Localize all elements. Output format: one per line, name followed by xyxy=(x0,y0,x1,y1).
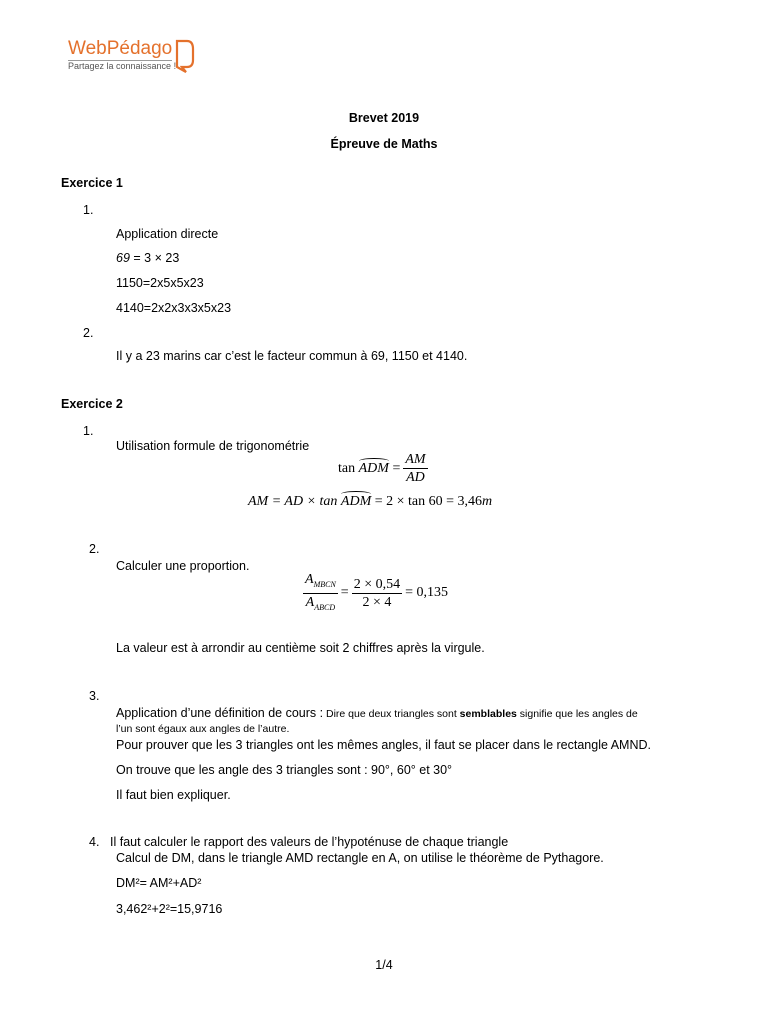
ex2-q4-line2: Calcul de DM, dans le triangle AMD rectangle en A, on utilise le théorème de Pythagore. xyxy=(116,851,604,865)
fraction-denominator: AD xyxy=(406,470,425,485)
exercise-1-title: Exercice 1 xyxy=(61,176,123,190)
ex2-q1-formula-2 xyxy=(248,494,492,510)
logo-name: WebPédago xyxy=(68,38,173,59)
ex2-q1-heading: Utilisation formule de trigonométrie xyxy=(116,439,310,453)
page-title: Brevet 2019 xyxy=(348,111,420,125)
ex1-q2-number: 2. xyxy=(83,326,94,340)
ex1-q1-line3: 4140=2x2x3x3x5x23 xyxy=(116,301,232,315)
page-number: 1/4 xyxy=(375,958,393,972)
definition-keyword: semblables xyxy=(459,708,517,720)
area-ratio-numerator: $A_{MBCN}$ xyxy=(303,572,338,594)
formula-2-part-b: = 2 × tan 60 = 3,46 xyxy=(374,494,483,509)
ex2-q3-number: 3. xyxy=(89,689,100,703)
ex2-q3-definition-line2: l’un sont égaux aux angles de l’autre. xyxy=(116,723,290,735)
exercise-2-title: Exercice 2 xyxy=(61,397,123,411)
angle-adm-2: ADM xyxy=(340,494,372,509)
ex2-q3-line4: On trouve que les angle des 3 triangles sont : 90°, 60° et 30° xyxy=(116,763,453,777)
value-denominator: 2 × 4 xyxy=(362,594,392,610)
ex1-q1-line2: 1150=2x5x5x23 xyxy=(116,276,204,290)
logo xyxy=(68,38,176,71)
logo-tagline: Partagez la connaissance ! xyxy=(68,61,177,71)
value-numerator: 2 × 0,54 xyxy=(353,576,401,592)
ex2-q3-definition xyxy=(116,706,638,720)
page-subtitle: Épreuve de Maths xyxy=(330,137,438,151)
ex1-q1-heading: Application directe xyxy=(116,227,219,241)
equals-sign: = xyxy=(392,460,401,476)
angle-adm: ADM xyxy=(358,460,389,476)
ex1-q1-line1-lhs: 69 xyxy=(116,251,130,265)
ex1-q1-number: 1. xyxy=(83,203,94,217)
fraction-numerator: AM xyxy=(405,452,426,467)
formula-2-unit: m xyxy=(482,494,493,509)
definition-text-b: signifie que les angles de xyxy=(516,708,638,720)
ex2-q4-heading: Il faut calculer le rapport des valeurs de l’hypoténuse de chaque triangle xyxy=(110,835,509,849)
definition-text-a: Dire que deux triangles sont xyxy=(323,708,460,720)
ex2-q3-line5: Il faut bien expliquer. xyxy=(116,788,231,802)
ex2-q1-formula-1 xyxy=(338,452,431,485)
ex2-q3-heading: Application d’une définition de cours : xyxy=(116,706,324,720)
ex2-q2-heading: Calculer une proportion. xyxy=(116,559,250,573)
area-ratio-denominator: $A_{ABCD}$ xyxy=(305,594,336,612)
ex1-q1-line1-rhs: = 3 × 23 xyxy=(133,251,180,265)
ex2-q2-number: 2. xyxy=(89,542,100,556)
ex2-q4-number: 4. xyxy=(89,835,100,849)
value-fraction xyxy=(352,577,402,610)
ex2-q4-line4: 3,462²+2²=15,9716 xyxy=(116,902,223,916)
ex2-q1-number: 1. xyxy=(83,424,94,438)
ex2-q4-line3: DM²= AM²+AD² xyxy=(116,876,202,890)
area-ratio-fraction xyxy=(303,572,338,615)
tan-label: tan xyxy=(338,460,356,476)
formula-2-part-a: AM = AD × tan xyxy=(248,494,338,509)
ex1-q1-line1 xyxy=(116,251,179,265)
fraction-am-ad xyxy=(403,452,427,485)
ratio-result: = 0,135 xyxy=(405,585,449,601)
ex2-q2-note: La valeur est à arrondir au centième soit 2 chiffres après la virgule. xyxy=(116,641,485,655)
ex2-q3-line3: Pour prouver que les 3 triangles ont les mêmes angles, il faut se placer dans le rectangle AMND. xyxy=(116,738,651,752)
ex2-q2-formula: $\frac{A_{MBCN}}{A_{ABCD}}$ = $\frac{2 \times 0,54}{2 \times 4}$ = 0,135 xyxy=(300,572,448,615)
speech-bubble-icon xyxy=(174,38,196,74)
ex1-q2-text: Il y a 23 marins car c’est le facteur commun à 69, 1150 et 4140. xyxy=(116,349,468,363)
